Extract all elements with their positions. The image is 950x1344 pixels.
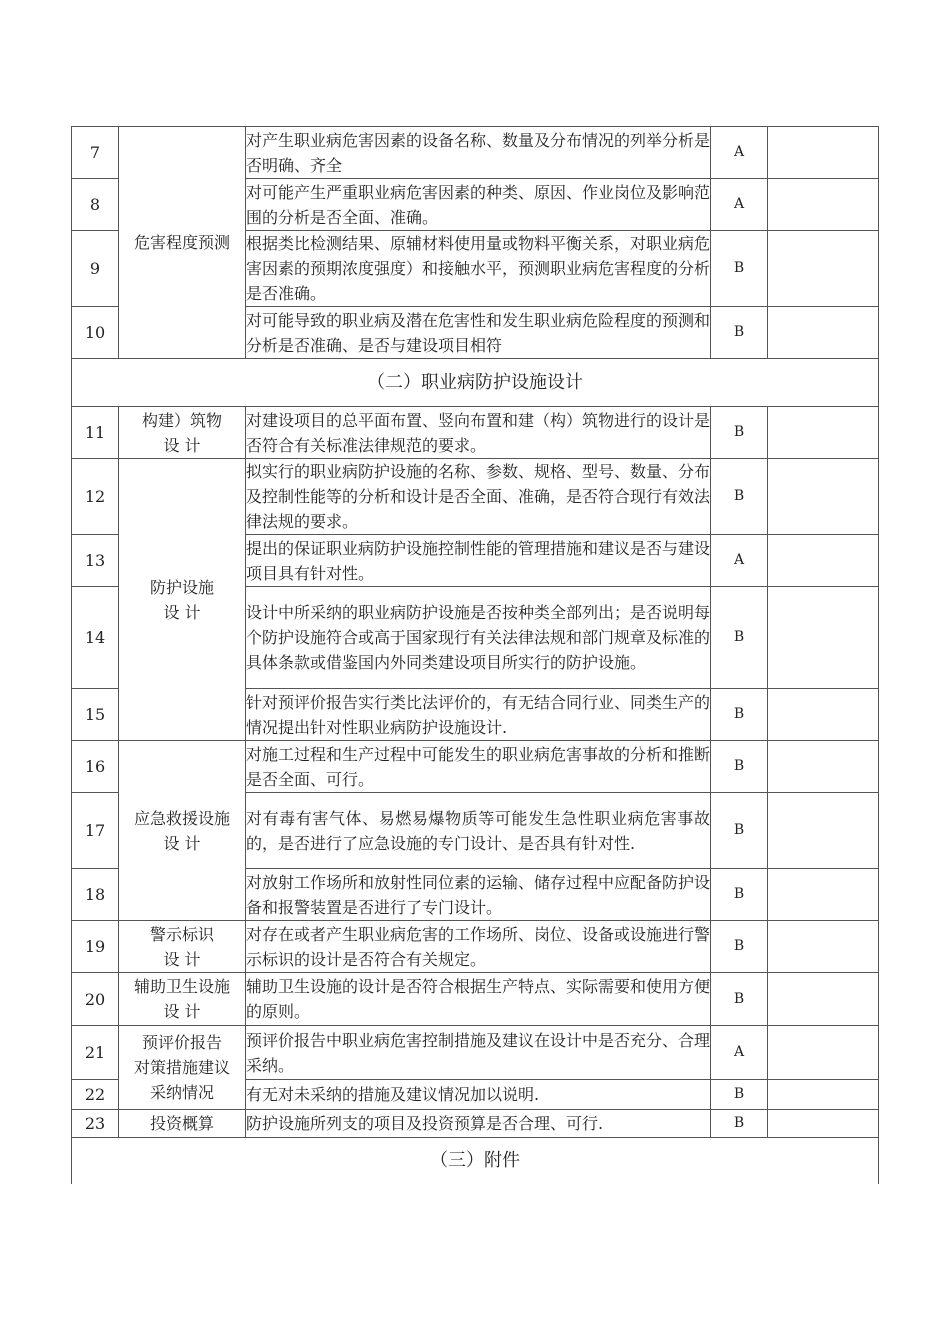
row-number: 18 xyxy=(72,869,119,921)
category-cell xyxy=(119,1026,246,1110)
row-number: 14 xyxy=(72,587,119,689)
category-label: 防护设施 xyxy=(149,577,214,597)
remark-cell xyxy=(768,973,879,1026)
item-grade: B xyxy=(711,307,768,359)
remark-cell xyxy=(768,127,879,179)
section-heading: （二）职业病防护设施设计 xyxy=(72,359,879,407)
category-label: 应急救援设施 xyxy=(133,808,230,828)
item-description: 对存在或者产生职业病危害的工作场所、岗位、设备或设施进行警示标识的设计是否符合有关规定。 xyxy=(246,921,711,973)
item-grade: A xyxy=(711,179,768,231)
category-label: 设 计 xyxy=(163,949,201,969)
item-grade: A xyxy=(711,1026,768,1080)
item-description: 防护设施所列支的项目及投资预算是否合理、可行. xyxy=(246,1110,711,1138)
item-grade: B xyxy=(711,587,768,689)
item-description: 拟实行的职业病防护设施的名称、参数、规格、型号、数量、分布及控制性能等的分析和设计是否全面、准确，是否符合现行有效法律法规的要求。 xyxy=(246,459,711,535)
category-cell xyxy=(119,407,246,459)
item-grade: A xyxy=(711,535,768,587)
remark-cell xyxy=(768,231,879,307)
category-label: 警示标识 xyxy=(149,924,214,944)
item-grade: B xyxy=(711,1110,768,1138)
table-row xyxy=(72,1026,879,1080)
remark-cell xyxy=(768,1110,879,1138)
table-row xyxy=(72,973,879,1026)
row-number: 7 xyxy=(72,127,119,179)
item-grade: A xyxy=(711,127,768,179)
section-heading: （三）附件 xyxy=(72,1138,879,1184)
row-number: 23 xyxy=(72,1110,119,1138)
category-label: 设 计 xyxy=(163,833,201,853)
table-row xyxy=(72,921,879,973)
item-description: 根据类比检测结果、原辅材料使用量或物料平衡关系，对职业病危害因素的预期浓度强度）和接触水平，预测职业病危害程度的分析是否准确。 xyxy=(246,231,711,307)
row-number: 11 xyxy=(72,407,119,459)
remark-cell xyxy=(768,1026,879,1080)
row-number: 15 xyxy=(72,689,119,741)
item-description: 提出的保证职业病防护设施控制性能的管理措施和建议是否与建设项目具有针对性。 xyxy=(246,535,711,587)
category-label: 预评价报告 xyxy=(141,1033,222,1052)
category-label: 设 计 xyxy=(163,602,201,622)
item-grade: B xyxy=(711,689,768,741)
item-description: 辅助卫生设施的设计是否符合根据生产特点、实际需要和使用方便的原则。 xyxy=(246,973,711,1026)
category-cell xyxy=(119,973,246,1026)
row-number: 21 xyxy=(72,1026,119,1080)
remark-cell xyxy=(768,407,879,459)
remark-cell xyxy=(768,793,879,869)
row-number: 17 xyxy=(72,793,119,869)
category-label: 对策措施建议 xyxy=(133,1058,230,1077)
item-grade: B xyxy=(711,921,768,973)
category-cell xyxy=(119,921,246,973)
row-number: 16 xyxy=(72,741,119,793)
category-label: 辅助卫生设施 xyxy=(133,977,230,996)
remark-cell xyxy=(768,535,879,587)
table-row xyxy=(72,127,879,179)
row-number: 20 xyxy=(72,973,119,1026)
item-description: 预评价报告中职业病危害控制措施及建议在设计中是否充分、合理采纳。 xyxy=(246,1026,711,1080)
category-label: 危害程度预测 xyxy=(133,233,230,252)
remark-cell xyxy=(768,307,879,359)
category-cell xyxy=(119,127,246,359)
row-number: 19 xyxy=(72,921,119,973)
item-description: 对有毒有害气体、易燃易爆物质等可能发生急性职业病危害事故的，是否进行了应急设施的专门设计、是否具有针对性. xyxy=(246,793,711,869)
item-description: 针对预评价报告实行类比法评价的，有无结合同行业、同类生产的情况提出针对性职业病防护设施设计. xyxy=(246,689,711,741)
remark-cell xyxy=(768,1080,879,1110)
table-row xyxy=(72,1110,879,1138)
item-grade: B xyxy=(711,1080,768,1110)
category-label: 采纳情况 xyxy=(149,1083,214,1102)
category-label: 构建）筑物 xyxy=(141,410,222,430)
row-number: 9 xyxy=(72,231,119,307)
category-label: 设 计 xyxy=(163,1002,201,1021)
row-number: 10 xyxy=(72,307,119,359)
review-checklist-table xyxy=(71,126,879,1184)
remark-cell xyxy=(768,741,879,793)
category-cell xyxy=(119,741,246,921)
item-description: 有无对未采纳的措施及建议情况加以说明. xyxy=(246,1080,711,1110)
row-number: 8 xyxy=(72,179,119,231)
item-grade: B xyxy=(711,459,768,535)
remark-cell xyxy=(768,869,879,921)
section-row xyxy=(72,359,879,407)
table-row xyxy=(72,407,879,459)
item-description: 对放射工作场所和放射性同位素的运输、储存过程中应配备防护设备和报警装置是否进行了专门设计。 xyxy=(246,869,711,921)
row-number: 12 xyxy=(72,459,119,535)
remark-cell xyxy=(768,689,879,741)
item-grade: B xyxy=(711,407,768,459)
item-grade: B xyxy=(711,741,768,793)
item-description: 对可能导致的职业病及潜在危害性和发生职业病危险程度的预测和分析是否准确、是否与建设项目相符 xyxy=(246,307,711,359)
row-number: 22 xyxy=(72,1080,119,1110)
remark-cell xyxy=(768,179,879,231)
item-grade: B xyxy=(711,869,768,921)
category-cell xyxy=(119,1110,246,1138)
item-grade: B xyxy=(711,973,768,1026)
item-description: 对可能产生严重职业病危害因素的种类、原因、作业岗位及影响范围的分析是否全面、准确。 xyxy=(246,179,711,231)
category-cell xyxy=(119,459,246,741)
remark-cell xyxy=(768,587,879,689)
table-row xyxy=(72,741,879,793)
section-row xyxy=(72,1138,879,1184)
item-description: 对施工过程和生产过程中可能发生的职业病危害事故的分析和推断是否全面、可行。 xyxy=(246,741,711,793)
item-description: 设计中所采纳的职业病防护设施是否按种类全部列出；是否说明每个防护设施符合或高于国家现行有关法律法规和部门规章及标准的具体条款或借鉴国内外同类建设项目所实行的防护设施。 xyxy=(246,587,711,689)
table-row xyxy=(72,459,879,535)
item-description: 对建设项目的总平面布置、竖向布置和建（构）筑物进行的设计是否符合有关标准法律规范的要求。 xyxy=(246,407,711,459)
item-description: 对产生职业病危害因素的设备名称、数量及分布情况的列举分析是否明确、齐全 xyxy=(246,127,711,179)
category-label: 设 计 xyxy=(163,435,201,455)
remark-cell xyxy=(768,459,879,535)
item-grade: B xyxy=(711,231,768,307)
item-grade: B xyxy=(711,793,768,869)
row-number: 13 xyxy=(72,535,119,587)
category-label: 投资概算 xyxy=(149,1114,214,1133)
remark-cell xyxy=(768,921,879,973)
